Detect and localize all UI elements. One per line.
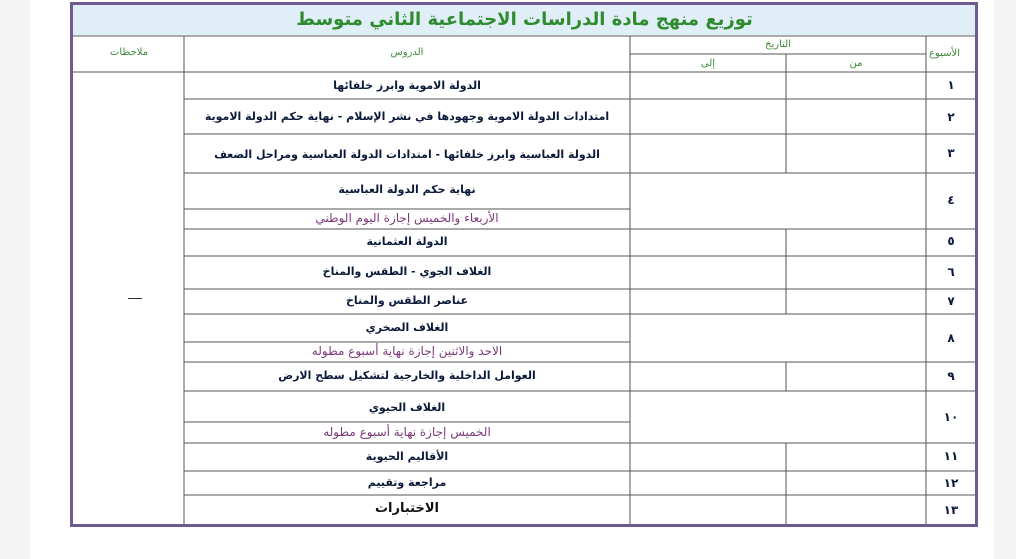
lesson-text: الدولة الاموية وابرز خلفائها — [333, 79, 481, 92]
notes-header: ملاحظات — [109, 47, 149, 58]
holiday-note: الخميس إجازة نهاية أسبوع مطوله — [323, 425, 491, 439]
week-number: ٥ — [947, 234, 955, 248]
week-number: ١٠ — [943, 410, 959, 424]
lesson-text: الاختبارات — [374, 501, 440, 516]
lesson-text: الغلاف الجوي - الطقس والمناخ — [322, 265, 492, 278]
lesson-text: الغلاف الصخري — [365, 321, 449, 334]
lesson-text: العوامل الداخلية والخارجية لتشكيل سطح الارض — [278, 369, 536, 382]
week-number: ٦ — [947, 265, 955, 279]
lesson-text: الدولة العباسية وابرز خلفائها - امتدادات الدولة العباسية ومراحل الضعف — [214, 148, 600, 161]
week-header: الأسبوع — [929, 48, 961, 59]
lesson-text: الدولة العثمانية — [366, 235, 448, 248]
week-number: ١ — [947, 78, 955, 92]
week-number: ٨ — [947, 331, 955, 345]
notes-dash — [128, 298, 142, 299]
lesson-text: مراجعة وتقييم — [367, 476, 447, 489]
date-header: التاريخ — [765, 39, 791, 50]
week-number: ٩ — [947, 369, 955, 383]
page-title: توزيع منهج مادة الدراسات الاجتماعية الثاني متوسط — [73, 5, 976, 35]
lesson-text: نهاية حكم الدولة العباسية — [338, 183, 476, 196]
lessons-header: الدروس — [390, 47, 424, 58]
holiday-note: الأربعاء والخميس إجازة اليوم الوطني — [315, 211, 499, 225]
week-number: ١٢ — [943, 476, 959, 490]
lesson-text: عناصر الطقس والمناخ — [345, 294, 469, 307]
lesson-text: الأقاليم الحيوية — [365, 450, 449, 463]
lesson-text: امتدادات الدولة الاموية وجهودها في نشر الإسلام - نهاية حكم الدولة الاموية — [204, 110, 610, 123]
holiday-note: الاحد والاثنين إجازة نهاية أسبوع مطوله — [311, 344, 503, 358]
week-number: ٢ — [947, 110, 955, 124]
week-number: ٧ — [947, 294, 955, 308]
from-header: من — [849, 58, 863, 69]
week-number: ٤ — [947, 193, 955, 207]
week-number: ٣ — [947, 146, 955, 160]
to-header: إلى — [700, 58, 716, 69]
lesson-text: الغلاف الحيوي — [368, 401, 446, 414]
week-number: ١٣ — [943, 503, 959, 517]
table-frame — [70, 2, 978, 527]
week-number: ١١ — [943, 449, 959, 463]
